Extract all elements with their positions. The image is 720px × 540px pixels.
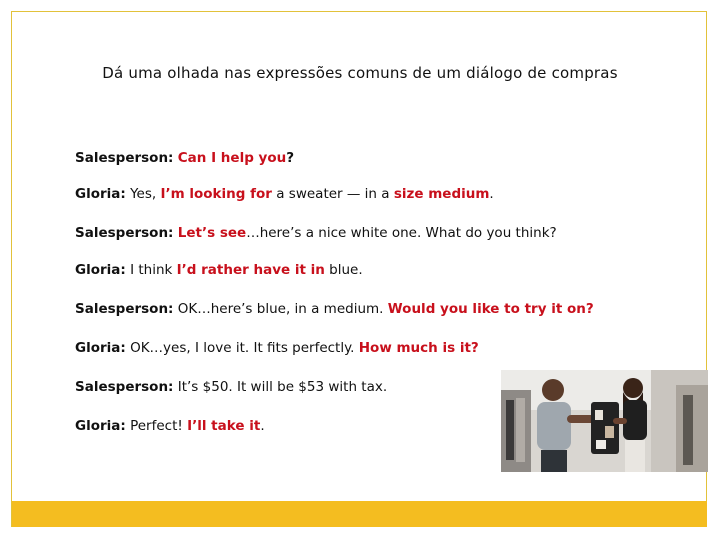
dialogue-text: It’s $50. It will be $53 with tax. bbox=[173, 379, 388, 395]
dialogue-text: I think bbox=[125, 262, 177, 278]
speaker-label: Gloria: bbox=[75, 418, 126, 434]
dialogue-text: . bbox=[489, 186, 494, 202]
key-expression: size medium bbox=[393, 186, 490, 202]
key-expression: I’ll take it bbox=[187, 418, 261, 434]
dialogue-line bbox=[75, 225, 557, 241]
dialogue-text: a sweater — in a bbox=[271, 186, 394, 202]
dialogue-line bbox=[75, 301, 594, 317]
slide-title: Dá uma olhada nas expressões comuns de um diálogo de compras bbox=[102, 64, 618, 82]
dialogue-text: blue. bbox=[324, 262, 363, 278]
key-expression: I’m looking for bbox=[160, 186, 272, 202]
dialogue-text: …here’s a nice white one. What do you think? bbox=[246, 225, 557, 241]
key-expression: How much is it? bbox=[358, 340, 479, 356]
dialogue-line bbox=[75, 379, 387, 395]
dialogue-line bbox=[75, 262, 363, 278]
accent-bar bbox=[12, 501, 707, 527]
speaker-label: Gloria: bbox=[75, 186, 126, 202]
dialogue-text: Yes, bbox=[125, 186, 161, 202]
speaker-label: Gloria: bbox=[75, 262, 126, 278]
shopping-photo bbox=[501, 370, 708, 472]
dialogue-line bbox=[75, 186, 494, 202]
speaker-label: Salesperson: bbox=[75, 225, 174, 241]
key-expression: Would you like to try it on? bbox=[387, 301, 594, 317]
speaker-label: Gloria: bbox=[75, 340, 126, 356]
key-expression: Let’s see bbox=[177, 225, 247, 241]
key-expression: Can I help you bbox=[177, 150, 287, 166]
key-expression: I’d rather have it in bbox=[176, 262, 325, 278]
dialogue-line bbox=[75, 418, 265, 434]
dialogue-text: . bbox=[260, 418, 265, 434]
dialogue-text: Perfect! bbox=[125, 418, 188, 434]
dialogue-text: ? bbox=[286, 150, 295, 166]
dialogue-text: OK…yes, I love it. It fits perfectly. bbox=[125, 340, 359, 356]
dialogue-line bbox=[75, 340, 479, 356]
dialogue-text: OK…here’s blue, in a medium. bbox=[173, 301, 388, 317]
speaker-label: Salesperson: bbox=[75, 150, 174, 166]
speaker-label: Salesperson: bbox=[75, 379, 174, 395]
dialogue-line bbox=[75, 150, 294, 166]
speaker-label: Salesperson: bbox=[75, 301, 174, 317]
